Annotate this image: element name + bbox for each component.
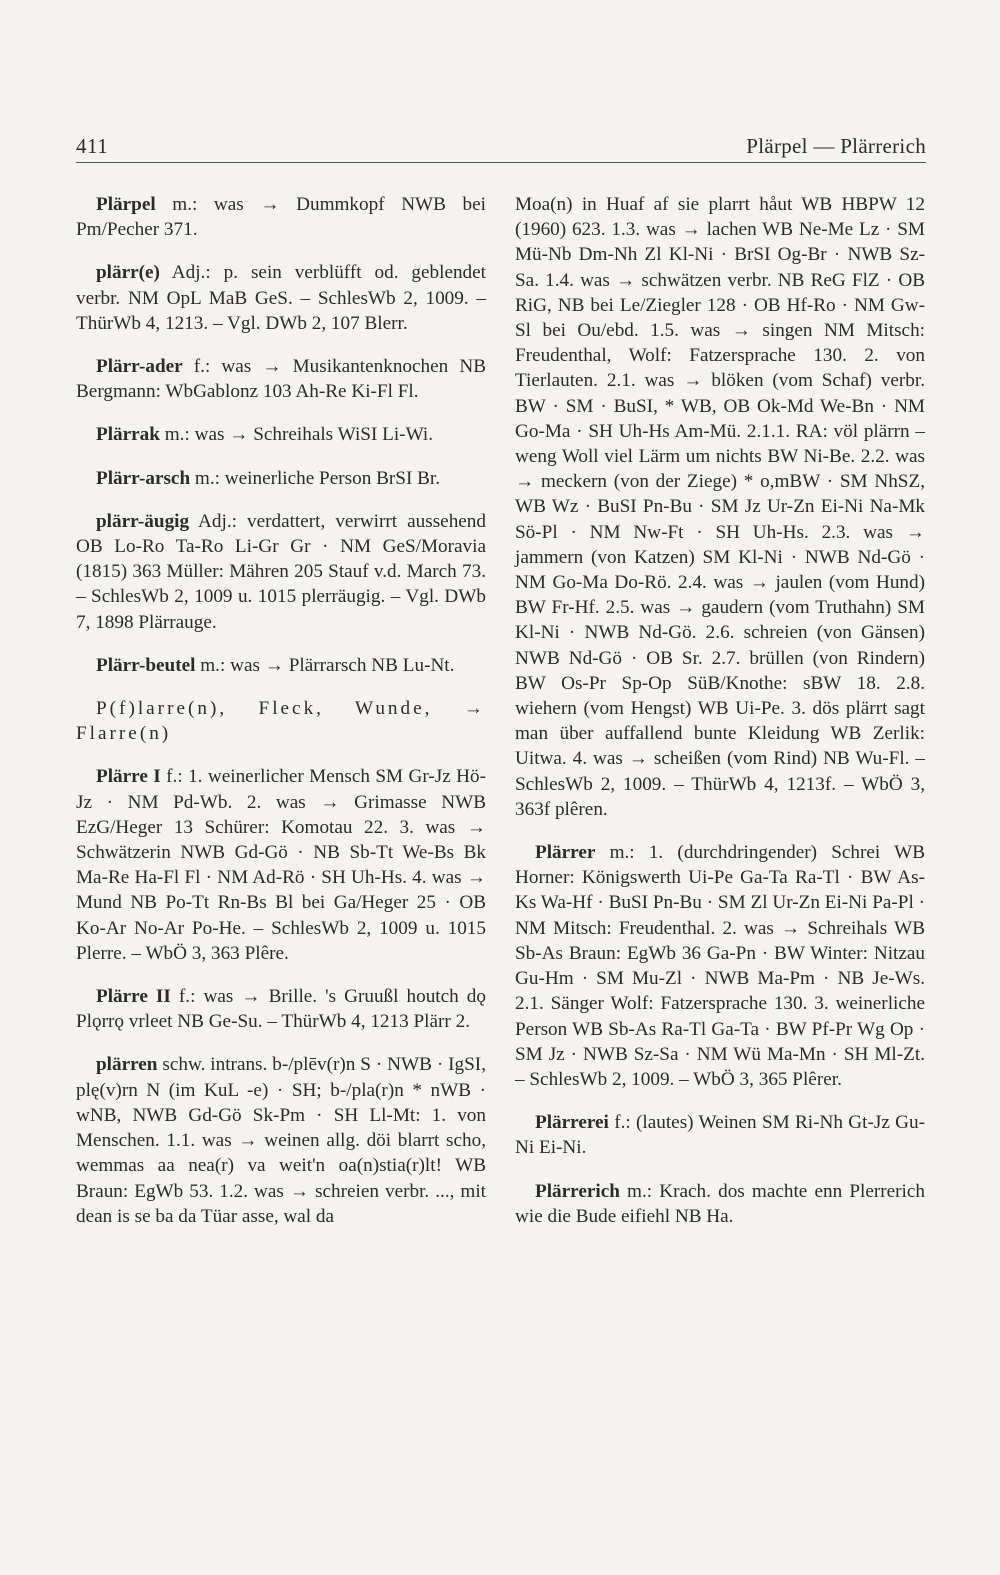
headword: Plärre II	[96, 986, 171, 1008]
entry-plaerrak	[76, 422, 486, 447]
entry-plaerr-beutel	[76, 653, 486, 678]
entry-cross-reference	[76, 696, 486, 746]
headword: Plärr-ader	[96, 356, 183, 378]
headword: Plärr-beutel	[96, 654, 196, 676]
headword: Plärrerich	[535, 1180, 620, 1202]
entry-body: m.: was → Schreihals WiSI Li-Wi.	[159, 424, 434, 446]
headword: plärr-äugig	[96, 510, 190, 532]
entry-body: f.: was → Musikantenknochen NB Bergmann: WbGablonz 103 Ah-Re Ki-Fl Fl.	[76, 356, 486, 403]
entry-body: m.: was → Plärrarsch NB Lu-Nt.	[195, 654, 455, 676]
headword: plärren	[96, 1054, 158, 1076]
headword: Plärrak	[96, 424, 160, 446]
left-column	[76, 192, 486, 1247]
entry-plaerre-1	[76, 764, 486, 966]
entry-plaerrerich	[515, 1179, 925, 1229]
headword: Plärre I	[96, 766, 161, 788]
header-rule	[76, 162, 926, 163]
entry-body: f.: was → Brille. 's Gruußl houtch dǫ Plǫrrǫ vrleet NB Ge-Su. – ThürWb 4, 1213 Plärr 2.	[76, 986, 486, 1033]
entry-plaerr-arsch	[76, 466, 486, 491]
entry-body: P(f)larre(n), Fleck, Wunde, → Flarre(n)	[76, 698, 486, 745]
entry-plaerre-2	[76, 984, 486, 1034]
entry-plaerren	[76, 1052, 486, 1228]
entry-body: Adj.: verdattert, verwirrt aussehend OB Lo-Ro Ta-Ro Li-Gr Gr · NM GeS/Moravia (1815) 363 Müller: Mähren 205 Stauf v.d. March 73. – SchlesWb 2, 1009 u. 1015 plerräugig. – Vgl. DWb 7, 1898 Plärrauge.	[76, 510, 486, 633]
entry-plaerrerei	[515, 1110, 925, 1160]
entry-plaerrer	[515, 840, 925, 1092]
headword: plärr(e)	[96, 262, 160, 284]
headword: Plärrer	[535, 842, 596, 864]
entry-body: m.: 1. (durchdringender) Schrei WB Horner: Königswerth Ui-Pe Ga-Ta Ra-Tl · BW As-Ks Wa-Hf · BuSI Pn-Bu · SM Zl Ur-Zn Ei-Ni Pa-Pl · NM Mitsch: Freudenthal. 2. was → Schreihals WB Sb-As Braun: EgWb 36 Ga-Pn · BW Winter: Nitzau Gu-Hm · SM Mu-Zl · NWB Ma-Pm · NB Je-Ws. 2.1. Sänger Wolf: Fatzersprache 130. 3. weinerliche Person WB Sb-As Ra-Tl Ga-Ta · BW Pf-Pr Wg Op · SM Jz · NWB Sz-Sa · NM Wü Ma-Mn · SH Ml-Zt. – SchlesWb 2, 1009. – WbÖ 3, 365 Plêrer.	[515, 842, 925, 1090]
page-number: 411	[76, 134, 109, 158]
page-header	[76, 134, 926, 164]
entry-plaerr-ader	[76, 354, 486, 404]
entry-plaerre-adj	[76, 260, 486, 336]
entry-body: m.: Krach. dos machte enn Plerrerich wie die Bude eifiehl NB Ha.	[515, 1180, 925, 1227]
entry-body: Adj.: p. sein verblüfft od. geblendet verbr. NM OpL MaB GeS. – SchlesWb 2, 1009. – ThürWb 4, 1213. – Vgl. DWb 2, 107 Blerr.	[76, 262, 486, 334]
right-column	[515, 192, 925, 1247]
entry-body: schw. intrans. b-/plēv(r)n S · NWB · IgSI, plę(v)rn N (im KuL -e) · SH; b-/pla(r)n * nWB · wNB, NWB Gd-Gö Sk-Pm · SH Ll-Mt: 1. von Menschen. 1.1. was → weinen allg. döi blarrt scho, wemmas aa nea(r) va weit'n oa(n)stia(r)lt! WB Braun: EgWb 53. 1.2. was → schreien verbr. ..., mit dean is se ba da Tüar asse, wal da	[76, 1054, 486, 1227]
entry-body: m.: weinerliche Person BrSI Br.	[190, 467, 441, 489]
entry-plaerren-continued	[515, 192, 925, 822]
running-head: Plärpel — Plärrerich	[746, 134, 926, 158]
headword: Plärpel	[96, 194, 156, 215]
entry-body: m.: was → Dummkopf NWB bei Pm/Pecher 371.	[76, 194, 486, 241]
entry-body: f.: 1. weinerlicher Mensch SM Gr-Jz Hö-Jz · NM Pd-Wb. 2. was → Grimasse NWB EzG/Heger 13 Schürer: Komotau 22. 3. was → Schwätzerin NWB Gd-Gö · NB Sb-Tt We-Bs Bk Ma-Re Ha-Fl Fl · NM Ad-Rö · SH Uh-Hs. 4. was → Mund NB Po-Tt Rn-Bs Bl bei Ga/Heger 25 · OB Ko-Ar No-Ar Po-He. – SchlesWb 2, 1009 u. 1015 Plerre. – WbÖ 3, 363 Plêre.	[76, 766, 486, 964]
headword: Plärr-arsch	[96, 467, 191, 489]
entry-plaerr-aeugig	[76, 509, 486, 635]
headword: Plärrerei	[535, 1112, 609, 1134]
entry-body: Moa(n) in Huaf af sie plarrt håut WB HBPW 12 (1960) 623. 1.3. was → lachen WB Ne-Me Lz · SM Mü-Nb Dm-Nh Zl Kl-Ni · BrSI Og-Br · NWB Sz-Sa. 1.4. was → schwätzen verbr. NB ReG FlZ · OB RiG, NB bei Le/Ziegler 128 · OB Hf-Ro · NM Gw-Sl bei Ou/ebd. 1.5. was → singen NM Mitsch: Freudenthal, Wolf: Fatzersprache 130. 2. von Tierlauten. 2.1. was → blöken (vom Schaf) verbr. BW · SM · BuSI, * WB, OB Ok-Md We-Bn · NM Go-Ma · SH Uh-Hs Am-Mü. 2.1.1. RA: völ plärrn – weng Woll viel Lärm um nichts BW Ni-Be. 2.2. was → meckern (von der Ziege) * o,mBW · SM NhSZ, WB Wz · BuSI Pn-Bu · SM Jz Ur-Zn Ei-Ni Na-Mk Sö-Pl · NM Nw-Ft · SH Uh-Hs. 2.3. was → jammern (von Katzen) SM Kl-Ni · NWB Nd-Gö · NM Go-Ma Do-Rö. 2.4. was → jaulen (vom Hund) BW Fr-Hf. 2.5. was → gaudern (vom Truthahn) SM Kl-Ni · NWB Nd-Gö. 2.6. schreien (von Gänsen) NWB Nd-Gö · OB Sr. 2.7. brüllen (von Rindern) BW Os-Pr Sp-Op SüB/Knothe: sBW 18. 2.8. wiehern (vom Hengst) WB Ui-Pe. 3. dös plärrt sagt man über auffallend bunte Kleidung WB Zerlik: Uitwa. 4. was → scheißen (vom Rind) NB Wu-Fl. – SchlesWb 2, 1009. – ThürWb 4, 1213f. – WbÖ 3, 363f plêren.	[515, 194, 925, 820]
entry-body: f.: (lautes) Weinen SM Ri-Nh Gt-Jz Gu-Ni Ei-Ni.	[515, 1112, 925, 1159]
entry-plaerpel	[76, 192, 486, 242]
